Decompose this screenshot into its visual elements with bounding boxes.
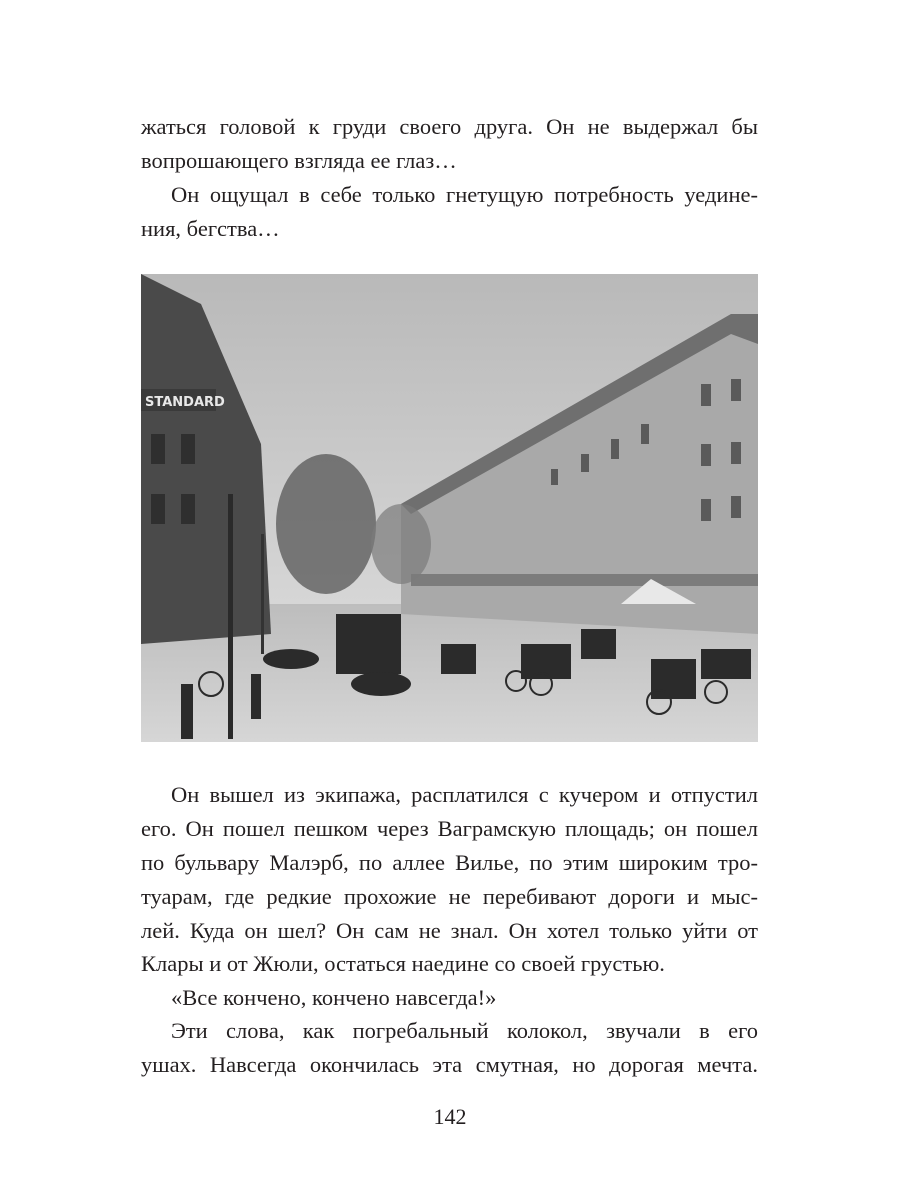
text-line: ушах. Навсегда окончилась эта смутная, но дорогая мечта. [141,1052,758,1077]
text-line: вопрошающего взгляда ее глаз… [141,148,457,173]
standard-sign: STANDARD [145,395,225,410]
text-line: жаться головой к груди своего друга. Он не выдержал бы [141,114,758,139]
text-line: Он ощущал в себе только гнетущую потребность уедине- [171,182,758,207]
page-number: 142 [433,1104,467,1129]
text-line: Клары и от Жюли, остаться наедине со своей грустью. [141,951,665,976]
text-line: его. Он пошел пешком через Ваграмскую площадь; он пошел [141,816,758,841]
text-line: Он вышел из экипажа, расплатился с кучером и отпустил [171,782,758,807]
text-line: Эти слова, как погребальный колокол, звучали в его [171,1018,758,1043]
text-line: лей. Куда он шел? Он сам не знал. Он хотел только уйти от [141,918,758,943]
text-line: ния, бегства… [141,216,280,241]
text-line: туарам, где редкие прохожие не перебивают дороги и мыс- [141,884,758,909]
text-line: по бульвару Малэрб, по аллее Вилье, по этим широким тро- [141,850,758,875]
text-line: «Все кончено, кончено навсегда!» [171,985,497,1010]
street-photo [141,274,758,742]
